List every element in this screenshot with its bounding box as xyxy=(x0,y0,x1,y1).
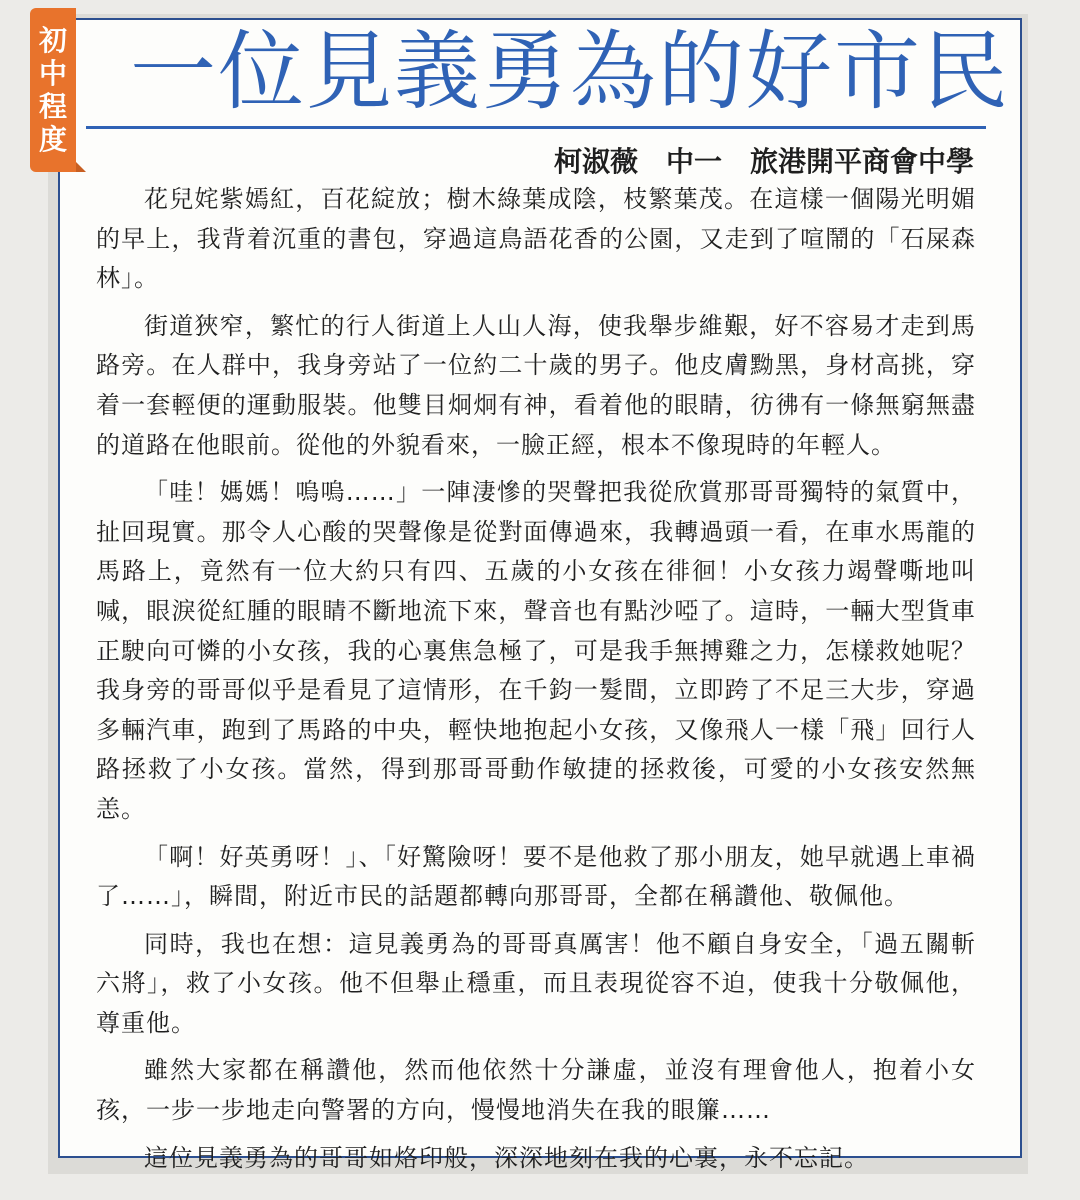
paragraph: 街道狹窄，繁忙的行人街道上人山人海，使我舉步維艱，好不容易才走到馬路旁。在人群中，我身旁站了一位約二十歲的男子。他皮膚黝黑，身材高挑，穿着一套輕便的運動服裝。他雙目炯炯有神，看着他的眼睛，彷彿有一條無窮無盡的道路在他眼前。從他的外貌看來，一臉正經，根本不像現時的年輕人。 xyxy=(96,311,976,459)
level-tab-char: 初 xyxy=(38,24,67,57)
author-byline: 柯淑薇 中一 旅港開平商會中學 xyxy=(553,145,974,178)
level-tab-char: 度 xyxy=(38,123,67,156)
paragraph: 花兒姹紫嫣紅，百花綻放；樹木綠葉成陰，枝繁葉茂。在這樣一個陽光明媚的早上，我背着沉重的書包，穿過這鳥語花香的公園，又走到了喧鬧的「石屎森林」。 xyxy=(96,185,976,293)
paragraph: 雖然大家都在稱讚他，然而他依然十分謙虛，並沒有理會他人，抱着小女孩，一步一步地走向警署的方向，慢慢地消失在我的眼簾…… xyxy=(96,1056,976,1125)
paragraph: 同時，我也在想：這見義勇為的哥哥真厲害！他不顧自身安全，「過五關斬六將」，救了小女孩。他不但舉止穩重，而且表現從容不迫，使我十分敬佩他，尊重他。 xyxy=(96,929,976,1037)
level-tab-char: 中 xyxy=(38,57,67,90)
title-divider xyxy=(86,126,986,129)
level-tab xyxy=(30,8,76,172)
article-body xyxy=(96,180,976,1186)
paragraph: 「哇！媽媽！嗚嗚……」一陣淒慘的哭聲把我從欣賞那哥哥獨特的氣質中，扯回現實。那令人心酸的哭聲像是從對面傳過來，我轉過頭一看，在車水馬龍的馬路上，竟然有一位大約只有四、五歲的小女孩在徘徊！小女孩力竭聲嘶地叫喊，眼淚從紅腫的眼睛不斷地流下來，聲音也有點沙啞了。這時，一輛大型貨車正駛向可憐的小女孩，我的心裏焦急極了，可是我手無搏雞之力，怎樣救她呢？我身旁的哥哥似乎是看見了這情形，在千鈞一髮間，立即跨了不足三大步，穿過多輛汽車，跑到了馬路的中央，輕快地抱起小女孩，又像飛人一樣「飛」回行人路拯救了小女孩。當然，得到那哥哥動作敏捷的拯救後，可愛的小女孩安然無恙。 xyxy=(96,478,976,823)
paragraph: 「啊！好英勇呀！」、「好驚險呀！要不是他救了那小朋友，她早就遇上車禍了……」，瞬間，附近市民的話題都轉向那哥哥，全都在稱讚他、敬佩他。 xyxy=(96,842,976,911)
paragraph: 這位見義勇為的哥哥如烙印般，深深地刻在我的心裏，永不忘記。 xyxy=(144,1143,869,1172)
article-title: 一位見義勇為的好市民 xyxy=(130,22,1010,122)
level-tab-char: 程 xyxy=(38,90,67,123)
